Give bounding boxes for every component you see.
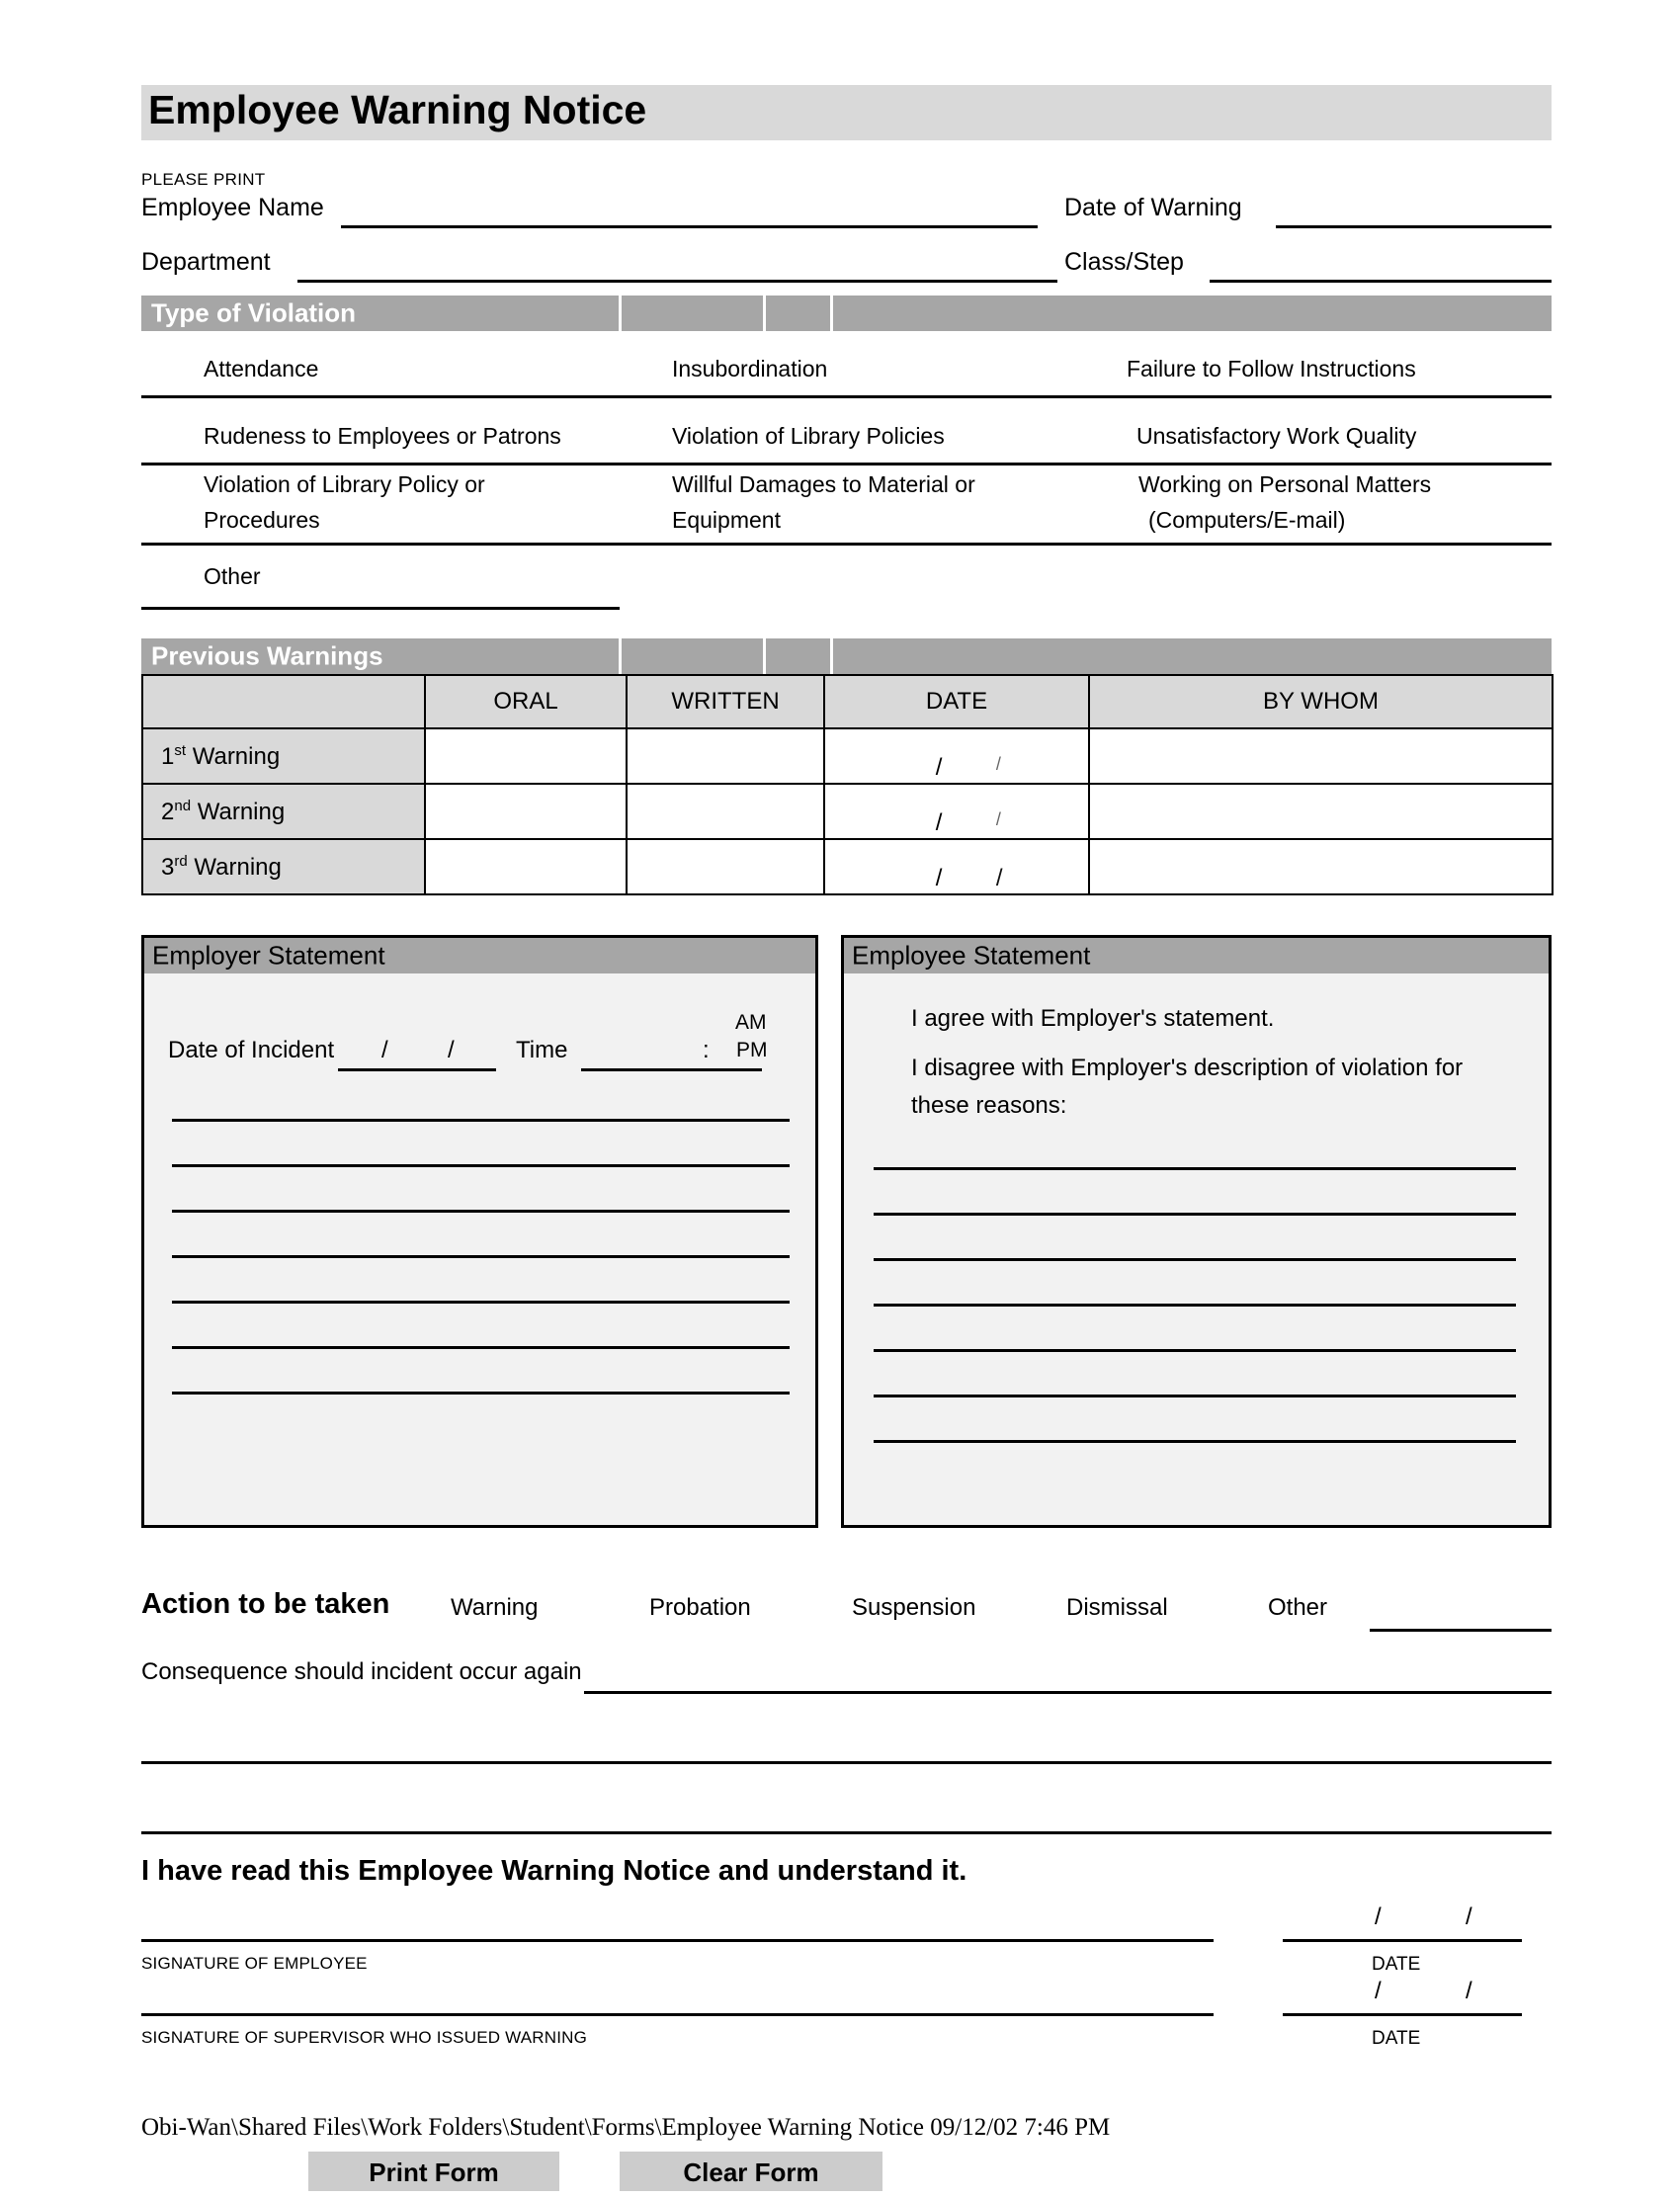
column-by-whom: BY WHOM [1089, 675, 1553, 728]
employee-disagree-option-line2: these reasons: [911, 1092, 1067, 1119]
department-input-line[interactable] [297, 280, 1057, 283]
row-label-text: Warning [192, 742, 281, 770]
employee-signature-caption: SIGNATURE OF EMPLOYEE [141, 1954, 368, 1973]
cell-written-1[interactable] [627, 728, 824, 784]
please-print-note: PLEASE PRINT [141, 170, 266, 189]
employee-date-slash-2: / [1466, 1903, 1472, 1930]
violation-option-personal-matters[interactable]: Working on Personal Matters [1138, 471, 1432, 497]
cell-oral-1[interactable] [425, 728, 627, 784]
acknowledgement-statement: I have read this Employee Warning Notice and understand it. [141, 1855, 967, 1887]
violation-option-failure-to-follow-instructions[interactable]: Failure to Follow Instructions [1127, 356, 1416, 381]
date-of-incident-label: Date of Incident [168, 1037, 335, 1063]
employee-text-line-3[interactable] [874, 1258, 1516, 1261]
violation-option-personal-matters-line2: (Computers/E-mail) [1148, 507, 1346, 533]
date-of-warning-input-line[interactable] [1276, 225, 1552, 228]
file-path-footer: Obi-Wan\Shared Files\Work Folders\Student\Forms\Employee Warning Notice 09/12/02 7:46 PM [141, 2114, 1111, 2141]
cell-date-1[interactable] [824, 728, 1089, 784]
table-header-row [142, 675, 1553, 728]
action-option-dismissal[interactable]: Dismissal [1066, 1594, 1168, 1621]
incident-date-slash-2: / [448, 1037, 455, 1063]
row-ordinal-suffix: nd [174, 797, 192, 814]
cell-date-2[interactable] [824, 784, 1089, 839]
previous-warnings-title: Previous Warnings [151, 640, 383, 671]
violation-option-other[interactable]: Other [204, 563, 261, 589]
violation-option-violation-of-library-policy-line2: Procedures [204, 507, 320, 533]
date-slash-second: / [995, 753, 1001, 774]
consequence-input-line-3[interactable] [141, 1831, 1552, 1834]
employer-text-line-4[interactable] [172, 1255, 790, 1258]
cell-by-whom-3[interactable] [1089, 839, 1553, 894]
row-ordinal-suffix: st [174, 741, 187, 759]
consequence-input-line-2[interactable] [141, 1761, 1552, 1764]
consequence-input-line-1[interactable] [584, 1691, 1552, 1694]
employer-text-line-5[interactable] [172, 1301, 790, 1304]
column-oral: ORAL [425, 675, 627, 728]
violation-option-violation-of-library-policy[interactable]: Violation of Library Policy or [204, 471, 485, 497]
violation-option-unsatisfactory-work-quality[interactable]: Unsatisfactory Work Quality [1136, 423, 1417, 449]
violation-option-violation-of-library-policies[interactable]: Violation of Library Policies [672, 423, 945, 449]
employee-date-line[interactable] [1283, 1939, 1522, 1942]
class-step-input-line[interactable] [1210, 280, 1552, 283]
previous-warnings-table [141, 674, 1554, 895]
date-slash-first: / [935, 864, 943, 891]
cell-written-3[interactable] [627, 839, 824, 894]
row-ordinal-suffix: rd [174, 852, 188, 870]
employee-name-label: Employee Name [141, 194, 324, 221]
violation-option-rudeness[interactable]: Rudeness to Employees or Patrons [204, 423, 561, 449]
page-title: Employee Warning Notice [148, 87, 647, 132]
department-label: Department [141, 248, 271, 276]
cell-oral-3[interactable] [425, 839, 627, 894]
employee-disagree-option[interactable]: I disagree with Employer's description of violation for [911, 1055, 1464, 1081]
table-row [142, 784, 1553, 839]
violation-row-divider [141, 463, 1552, 465]
employee-date-slash-1: / [1375, 1903, 1382, 1930]
band-divider [619, 296, 622, 331]
row-ordinal: 2 [161, 798, 175, 825]
time-label: Time [516, 1037, 568, 1063]
violation-other-input-line[interactable] [141, 607, 620, 610]
table-row [142, 839, 1553, 894]
type-of-violation-banner [141, 296, 1552, 331]
clear-form-button[interactable]: Clear Form [620, 2152, 882, 2191]
band-divider [830, 296, 833, 331]
row-label-first-warning [142, 728, 425, 784]
table-row [142, 728, 1553, 784]
cell-by-whom-1[interactable] [1089, 728, 1553, 784]
row-label-text: Warning [194, 853, 282, 881]
employer-text-line-2[interactable] [172, 1164, 790, 1167]
violation-row-divider [141, 543, 1552, 546]
employee-text-line-2[interactable] [874, 1213, 1516, 1216]
previous-warnings-banner [141, 638, 1552, 674]
date-slash-first: / [935, 808, 943, 836]
action-option-other[interactable]: Other [1268, 1594, 1328, 1621]
employee-name-input-line[interactable] [341, 225, 1038, 228]
action-option-probation[interactable]: Probation [649, 1594, 751, 1621]
cell-by-whom-2[interactable] [1089, 784, 1553, 839]
employer-statement-banner [144, 938, 815, 973]
employee-date-caption: DATE [1372, 1954, 1421, 1975]
employer-text-line-3[interactable] [172, 1210, 790, 1213]
employee-text-line-6[interactable] [874, 1395, 1516, 1397]
supervisor-date-slash-1: / [1375, 1978, 1382, 2004]
employee-statement-banner [844, 938, 1549, 973]
column-written: WRITTEN [627, 675, 824, 728]
action-option-suspension[interactable]: Suspension [852, 1594, 976, 1621]
employer-text-line-1[interactable] [172, 1119, 790, 1122]
band-divider [830, 638, 833, 674]
employee-text-line-7[interactable] [874, 1440, 1516, 1443]
violation-option-willful-damages-line2: Equipment [672, 507, 781, 533]
employer-statement-title: Employer Statement [152, 940, 385, 971]
class-step-label: Class/Step [1064, 248, 1184, 276]
pm-label[interactable]: PM [736, 1039, 768, 1061]
violation-option-attendance[interactable]: Attendance [204, 356, 319, 381]
employee-signature-line[interactable] [141, 1939, 1214, 1942]
date-of-warning-label: Date of Warning [1064, 194, 1242, 221]
supervisor-signature-line[interactable] [141, 2013, 1214, 2016]
incident-date-input-line[interactable] [338, 1068, 496, 1071]
consequence-label: Consequence should incident occur again [141, 1658, 582, 1685]
employer-text-line-7[interactable] [172, 1392, 790, 1395]
row-label-third-warning [142, 839, 425, 894]
employee-agree-option[interactable]: I agree with Employer's statement. [911, 1005, 1275, 1032]
employee-text-line-5[interactable] [874, 1349, 1516, 1352]
date-slash-second: / [995, 864, 1003, 891]
print-form-button[interactable]: Print Form [308, 2152, 559, 2191]
row-ordinal: 3 [161, 853, 175, 881]
violation-option-insubordination[interactable]: Insubordination [672, 356, 828, 381]
employer-text-line-6[interactable] [172, 1346, 790, 1349]
band-divider [763, 296, 766, 331]
violation-option-willful-damages[interactable]: Willful Damages to Material or [672, 471, 975, 497]
time-colon: : [703, 1037, 710, 1063]
employee-text-line-1[interactable] [874, 1167, 1516, 1170]
violation-row-divider [141, 395, 1552, 398]
column-blank [142, 675, 425, 728]
row-ordinal: 1 [161, 742, 175, 770]
employer-statement-box [141, 935, 818, 1528]
action-option-warning[interactable]: Warning [451, 1594, 539, 1621]
incident-time-input-line[interactable] [581, 1068, 762, 1071]
incident-date-slash-1: / [381, 1037, 388, 1063]
cell-date-3[interactable] [824, 839, 1089, 894]
band-divider [763, 638, 766, 674]
action-to-be-taken-label: Action to be taken [141, 1588, 390, 1620]
supervisor-date-line[interactable] [1283, 2013, 1522, 2016]
action-other-input-line[interactable] [1370, 1629, 1552, 1632]
row-label-text: Warning [197, 798, 286, 825]
date-slash-second: / [995, 808, 1001, 829]
employee-text-line-4[interactable] [874, 1304, 1516, 1307]
type-of-violation-title: Type of Violation [151, 297, 357, 328]
employee-statement-box [841, 935, 1552, 1528]
cell-written-2[interactable] [627, 784, 824, 839]
row-label-second-warning [142, 784, 425, 839]
supervisor-date-slash-2: / [1466, 1978, 1472, 2004]
am-label[interactable]: AM [735, 1011, 767, 1034]
cell-oral-2[interactable] [425, 784, 627, 839]
supervisor-signature-caption: SIGNATURE OF SUPERVISOR WHO ISSUED WARNING [141, 2028, 588, 2047]
column-date: DATE [824, 675, 1089, 728]
supervisor-date-caption: DATE [1372, 2028, 1421, 2049]
date-slash-first: / [935, 753, 943, 781]
employee-statement-title: Employee Statement [852, 940, 1091, 971]
band-divider [619, 638, 622, 674]
